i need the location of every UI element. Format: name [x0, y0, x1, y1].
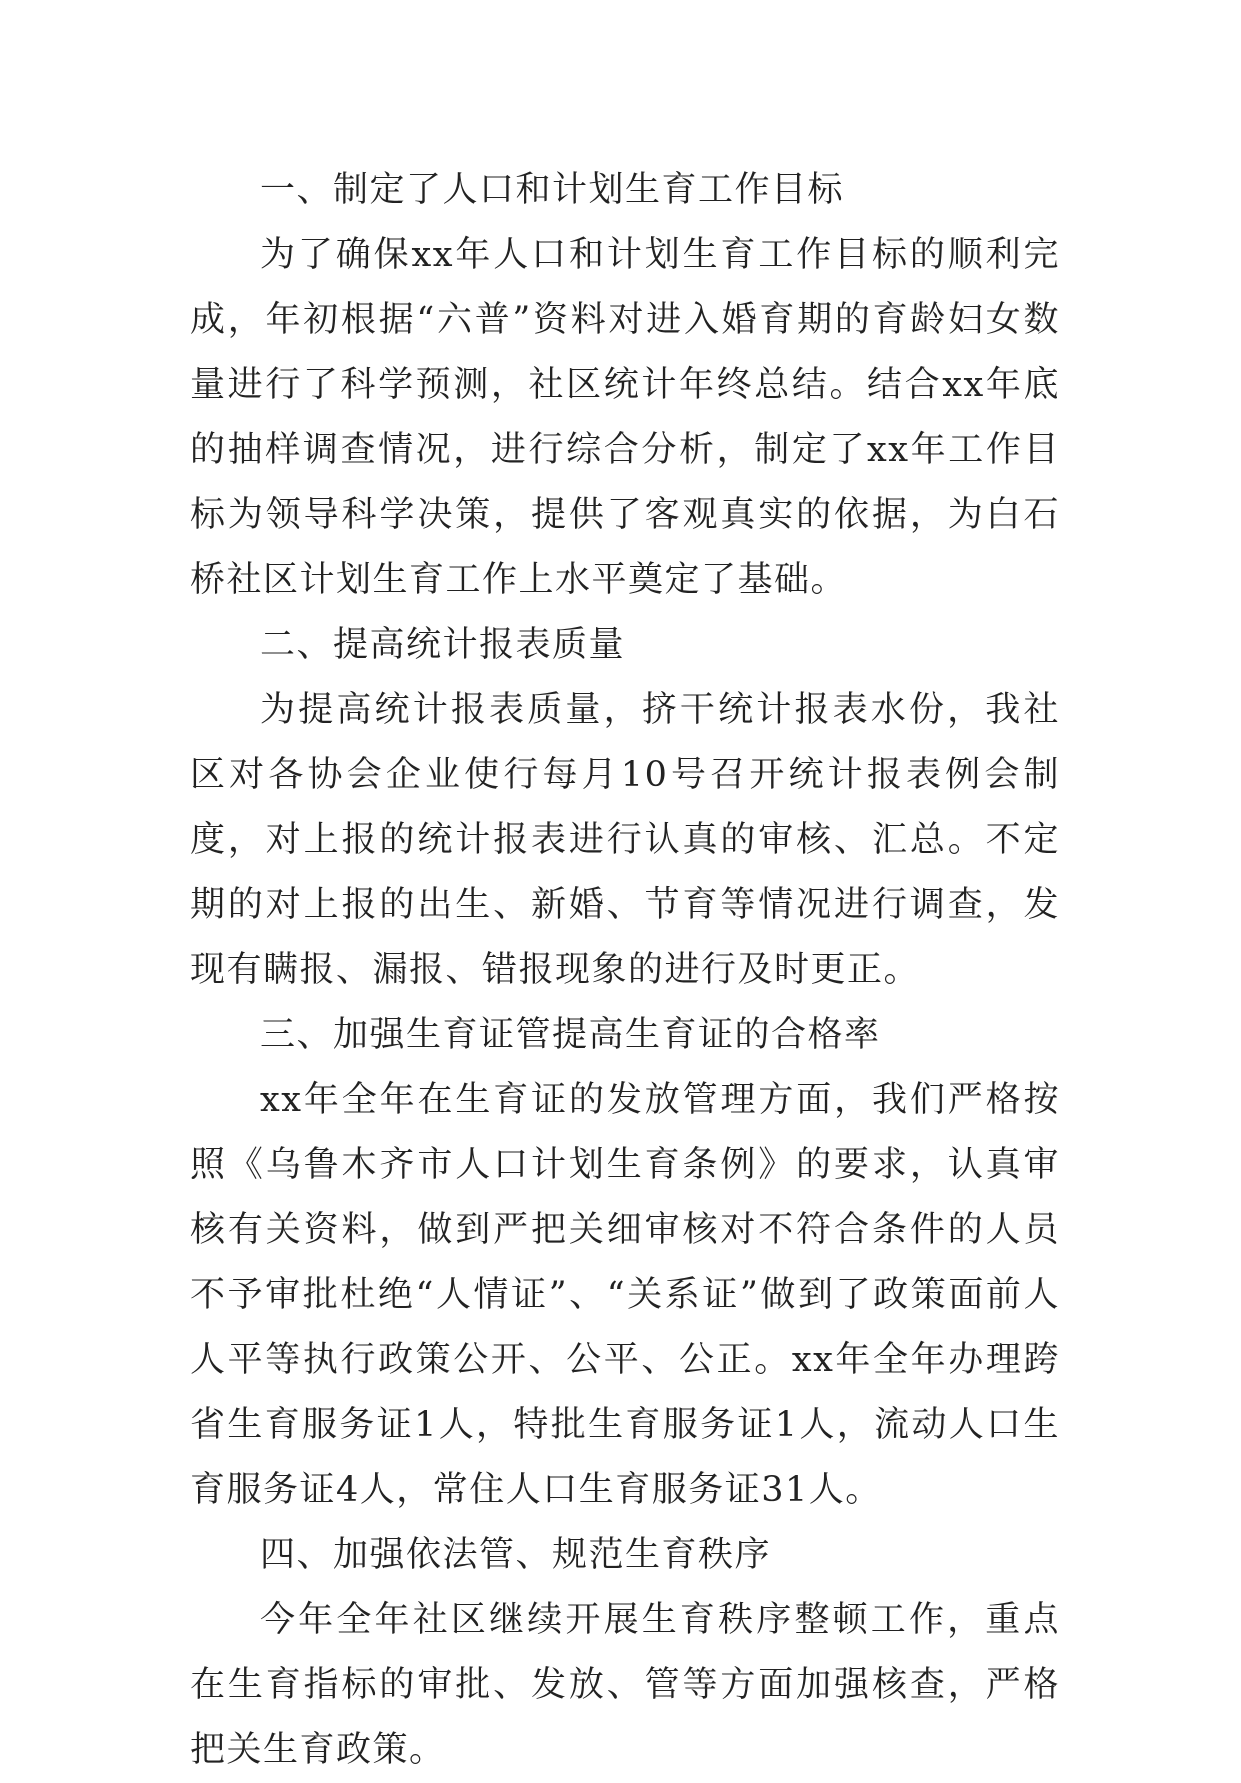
section-1-heading: 一、制定了人口和计划生育工作目标 — [260, 170, 845, 210]
section-2-heading: 二、提高统计报表质量 — [260, 625, 626, 665]
document-body — [190, 158, 1060, 1783]
section-1-paragraph: 为了确保xx年人口和计划生育工作目标的顺利完成，年初根据“六普”资料对进入婚育期的育龄妇女数量进行了科学预测，社区统计年终总结。结合xx年底的抽样调查情况，进行综合分析，制定了xx年工作目标为领导科学决策，提供了客观真实的依据，为白石桥社区计划生育工作上水平奠定了基础。 — [190, 235, 1060, 600]
section-3-paragraph: xx年全年在生育证的发放管理方面，我们严格按照《乌鲁木齐市人口计划生育条例》的要求，认真审核有关资料，做到严把关细审核对不符合条件的人员不予审批杜绝“人情证”、“关系证”做到了政策面前人人平等执行政策公开、公平、公正。xx年全年办理跨省生育服务证1人，特批生育服务证1人，流动人口生育服务证4人，常住人口生育服务证31人。 — [190, 1080, 1060, 1510]
section-3-heading: 三、加强生育证管提高生育证的合格率 — [260, 1015, 881, 1055]
section-4-heading: 四、加强依法管、规范生育秩序 — [260, 1535, 772, 1575]
section-4-paragraph: 今年全年社区继续开展生育秩序整顿工作，重点在生育指标的审批、发放、管等方面加强核查，严格把关生育政策。 — [190, 1600, 1060, 1770]
section-2-paragraph: 为提高统计报表质量，挤干统计报表水份，我社区对各协会企业使行每月10号召开统计报表例会制度，对上报的统计报表进行认真的审核、汇总。不定期的对上报的出生、新婚、节育等情况进行调查，发现有瞒报、漏报、错报现象的进行及时更正。 — [190, 690, 1060, 990]
